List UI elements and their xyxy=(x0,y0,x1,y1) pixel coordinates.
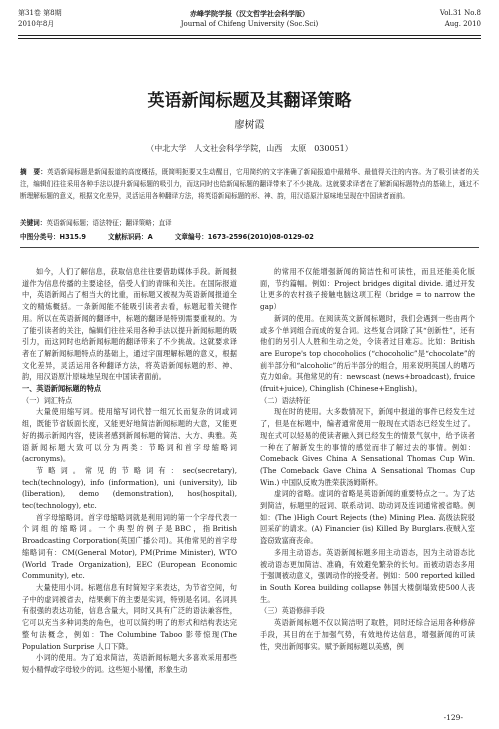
paragraph: 现在时的使用。大多数情况下，新闻中报道的事件已经发生过了，但是在标题中，编者通常使用一般现在式语态已经发生过了。现在式可以轻易的使读者融入到已经发生的情景气氛中，给予读者一种在了解新发生的事情的感觉而非了解过去的事情。例如：Comeback Gives China A Sensational Thomas Cup Win. (The Comeback Gave China A Sensational Thomas Cup Win.) 中国队反败为胜荣获汤姆斯杯。 xyxy=(260,407,475,487)
body-column-left xyxy=(22,266,237,676)
article-title: 英语新闻标题及其翻译策略 xyxy=(147,91,352,111)
paragraph: 首字母缩略词。首字母缩略词就是利用词的第一个字母代表一个词组的缩略词。一个典型的例子是BBC，指British Broadcasting Corporation(英国广播公司)。其他常见的首字母缩略词有：CM(General Motor), PM(Prime Minister), WTO (World Trade Organization), EEC (European Economic Community), etc. xyxy=(22,512,237,581)
keywords-label: 关键词： xyxy=(20,219,47,227)
page-number: -129- xyxy=(443,713,463,722)
body-column-right xyxy=(260,266,475,652)
paragraph: 如今，人们了解信息，获取信息往往要借助媒体手段。新闻报道作为信息传播的主要途径，倍受人们的青睐和关注。在国际报道中，英语新闻占了相当大的比重，而标题又被视为英语新闻报道全文的精炼概括。一条新闻能不能吸引读者去看，标题起着关键作用。所以在英语新闻的翻译中，标题的翻译是特别需要重视的。为了能引读者的关注，编辑们往往采用各种手法以提升新闻标题的吸引力，而这同时也给新闻标题的翻译带来了不少挑战。这就要求译者在了解新闻标题特点的基础上，通过字面理解标题的意义，根据文化差异，灵活运用各种翻译方法，将英语新闻标题的形、神、韵，用汉语原汁原味地呈现在中国读者面前。 xyxy=(22,267,237,382)
abstract-text: 英语新闻标题是新闻报道的高度概括，既简明扼要又生动醒目，它用简约的文字准确了新闻报道中最精华、最值得关注的内容。为了吸引读者的关注，编辑们往往采用各种手法以提升新闻标题的吸引力，而这同时也给新闻标题的翻译带来了不少挑战。这就要求译者在了解新闻标题特点的基础上，通过不断理解标题的意义，根据文化差异，灵活运用各种翻译方法，将英语新闻标题的形、神、韵，用汉语原汁原味地呈现在中国读者面前。 xyxy=(20,168,480,200)
abstract-label: 摘 要： xyxy=(20,168,48,176)
article-number: 文章编号：1673-2596(2010)08-0129-02 xyxy=(174,233,314,241)
subsection-heading: （一）词汇特点 xyxy=(22,395,73,405)
subsection-heading: （二）语法特征 xyxy=(260,395,311,405)
subsection-heading: （三）英语修辞手段 xyxy=(260,606,325,616)
clc-number: 中图分类号：H315.9 xyxy=(20,233,86,241)
header-center xyxy=(18,8,481,30)
keywords xyxy=(20,218,479,229)
paragraph: 新词的使用。在阅读英文新闻标题时，我们会遇到一些由两个或多个单词组合而成的复合词。这些复合词除了其“创新性”，还有他们的另引人人胜和生动之处，令读者过目难忘。比如：British are Europe's top chocoholics (“chocoholic”是“chocolate”的前半部分和“alcoholic”的后半部分的组合，用来说明英国人的嗜巧克力如命。其他常见的有：newscast (news+broadcast), fruice (fruit+juice), Chinglish (Chinese+English)。 xyxy=(260,313,475,394)
section-heading: 一、英语新闻标题的特点 xyxy=(22,384,102,394)
author-affiliation: （中北大学 人文社会科学学院，山西 太原 030051） xyxy=(146,144,353,153)
date-cn: 2010年8月 xyxy=(18,20,55,28)
header-rule-thick xyxy=(18,35,481,36)
paragraph: 大量使用缩写词。使用缩写词代替一组冗长而复杂的词或词组，既能节省版面长度，又能更好地简洁新闻标题的大意，又能更好的揭示新闻内容，使读者感到新闻标题的简洁、大方、典雅。英语新闻标题大致可以分为两类：节略词和首字母缩略词(acronyms)。 xyxy=(22,407,237,464)
volume-issue-en: Vol.31 No.8 xyxy=(439,9,481,17)
author-name: 廖树霞 xyxy=(234,120,265,131)
abstract xyxy=(20,166,479,202)
abstract-divider xyxy=(20,247,479,248)
paragraph: 小词的使用。为了追求简洁，英语新闻标题大多喜欢采用那些短小精悍或字母较少的词。这些短小易懂，形象生动 xyxy=(22,653,237,674)
classification-line xyxy=(20,232,479,243)
journal-name-cn: 赤峰学院学报（汉文哲学社会科学版） xyxy=(190,9,309,18)
header-rule-thin xyxy=(18,38,481,39)
paragraph: 大量使用小词。标题信息有时简短字来表达，为节省空间，句子中的虚词被省去，结果剩下的主要是实词，特别是名词。名词具有很强的表达功能，信息含量大，同时又具有广泛的语法兼容性，它可以充当多种词类的角色，也可以简约明了的形式和结构表达完整句法概念，例如：The Columbine Taboo 影带惊现(The Population Surprise 人口下降。 xyxy=(22,582,237,651)
journal-name-en: Journal of Chifeng University (Soc.Sci) xyxy=(180,20,319,28)
paragraph: 英语新闻标题不仅以简洁明了取胜，同时还综合运用各种修辞手段，其目的在于加强气势，有效地传达信息，增强新闻的可读性，突出新闻事实。赋予新闻标题以美感，例 xyxy=(260,618,475,651)
paragraph: 多用主动语态。英语新闻标题多用主动语态，因为主动语态比被动语态更加简洁、准确，有效避免繁杂的长句。而被动语态多用于强调被动意义，强调动作的接受者。例如：500 reported killed in South Korea building collapse 韩国大楼倒塌致使500人丧生。 xyxy=(260,547,475,604)
keywords-text: 英语新闻标题；语法特征；翻译策略；直译 xyxy=(46,219,172,227)
running-header xyxy=(18,8,481,38)
header-right xyxy=(440,8,481,30)
paragraph: 虚词的省略。虚词的省略是英语新闻的重要特点之一。为了达到简洁，标题里的冠词、联系动词、助动词及连词通常被省略。例如：(The )High Court Rejects (the) Mining Plea. 高级法院驳回采矿的请求。(A) Financier (is) Killed By Burglars.夜贼入室盗窃致富商丧命。 xyxy=(260,489,475,546)
volume-issue-cn: 第31卷 第8期 xyxy=(18,9,62,17)
document-code: 文献标识码：A xyxy=(108,233,153,241)
paragraph: 的常用不仅能增强新闻的简洁性和可读性，而且还能美化版面，节约篇幅。例如：Project bridges digital divide. 通过开发让更多的农村孩子接触电脑这项工程（bridge = to narrow the gap） xyxy=(260,267,475,312)
paragraph: 节略词。常见的节略词有：sec(secretary), tech(technology), info (information), uni (university), lib (liberation), demo (demonstration), hos(hospital), tec(technology), etc. xyxy=(22,465,237,511)
date-en: Aug. 2010 xyxy=(444,20,481,28)
